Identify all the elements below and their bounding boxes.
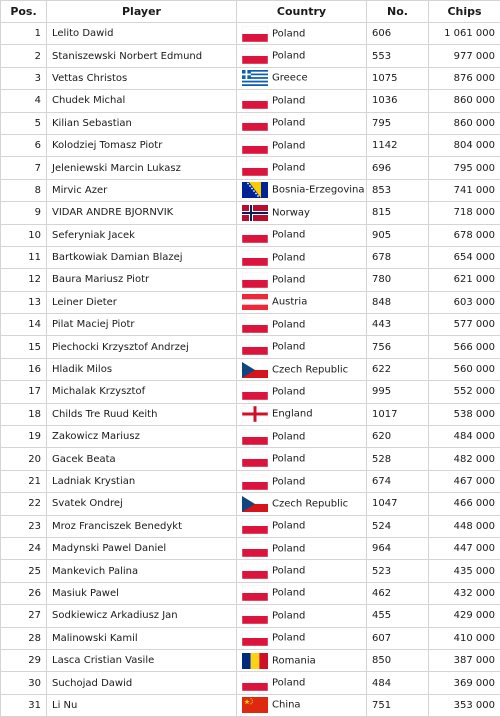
table-row xyxy=(1,224,500,246)
player-name-cell: Gacek Beata xyxy=(47,448,237,470)
country-cell xyxy=(237,45,367,67)
country-name: Poland xyxy=(272,252,305,263)
poland-flag-icon xyxy=(242,339,268,355)
player-name-cell: Kilian Sebastian xyxy=(47,112,237,134)
table-row xyxy=(1,448,500,470)
table-row xyxy=(1,537,500,559)
czech-flag-icon xyxy=(242,362,268,378)
chips-cell: 538 000 xyxy=(429,403,500,425)
country-name: Poland xyxy=(272,543,305,554)
table-body xyxy=(1,23,500,717)
country-name: Romania xyxy=(272,655,316,666)
country-cell xyxy=(237,314,367,336)
country-name: Poland xyxy=(272,140,305,151)
country-name: Czech Republic xyxy=(272,364,348,375)
player-name-cell: Kolodziej Tomasz Piotr xyxy=(47,134,237,156)
chips-cell: 678 000 xyxy=(429,224,500,246)
chips-cell: 621 000 xyxy=(429,269,500,291)
chips-cell: 353 000 xyxy=(429,694,500,716)
position-cell: 7 xyxy=(1,157,47,179)
position-cell: 3 xyxy=(1,67,47,89)
position-cell: 31 xyxy=(1,694,47,716)
country-cell xyxy=(237,515,367,537)
player-name-cell: Childs Tre Ruud Keith xyxy=(47,403,237,425)
player-name-cell: Masiuk Pawel xyxy=(47,582,237,604)
position-cell: 16 xyxy=(1,358,47,380)
poland-flag-icon xyxy=(242,160,268,176)
poland-flag-icon xyxy=(242,675,268,691)
player-name-cell: Baura Mariusz Piotr xyxy=(47,269,237,291)
country-cell xyxy=(237,202,367,224)
table-row xyxy=(1,246,500,268)
country-name: Poland xyxy=(272,230,305,241)
player-number-cell: 622 xyxy=(367,358,429,380)
country-name: China xyxy=(272,700,301,711)
position-cell: 8 xyxy=(1,179,47,201)
poland-flag-icon xyxy=(242,272,268,288)
player-name-cell: Mankevich Palina xyxy=(47,560,237,582)
table-row xyxy=(1,426,500,448)
chips-cell: 977 000 xyxy=(429,45,500,67)
player-number-cell: 620 xyxy=(367,426,429,448)
poland-flag-icon xyxy=(242,630,268,646)
table-row xyxy=(1,358,500,380)
position-cell: 5 xyxy=(1,112,47,134)
country-name: Poland xyxy=(272,319,305,330)
player-name-cell: Mirvic Azer xyxy=(47,179,237,201)
position-cell: 17 xyxy=(1,381,47,403)
player-number-cell: 455 xyxy=(367,605,429,627)
player-name-cell: Chudek Michal xyxy=(47,90,237,112)
player-name-cell: Bartkowiak Damian Blazej xyxy=(47,246,237,268)
player-number-cell: 795 xyxy=(367,112,429,134)
chips-cell: 566 000 xyxy=(429,336,500,358)
country-name: Poland xyxy=(272,51,305,62)
position-cell: 19 xyxy=(1,426,47,448)
table-row xyxy=(1,202,500,224)
position-cell: 2 xyxy=(1,45,47,67)
country-cell xyxy=(237,179,367,201)
country-cell xyxy=(237,605,367,627)
chips-cell: 467 000 xyxy=(429,470,500,492)
table-row xyxy=(1,470,500,492)
table-row xyxy=(1,157,500,179)
country-cell xyxy=(237,246,367,268)
header-player: Player xyxy=(47,1,237,23)
country-name: England xyxy=(272,409,313,420)
china-flag-icon xyxy=(242,697,268,713)
poland-flag-icon xyxy=(242,384,268,400)
table-row xyxy=(1,694,500,716)
position-cell: 15 xyxy=(1,336,47,358)
table-row xyxy=(1,493,500,515)
position-cell: 6 xyxy=(1,134,47,156)
player-number-cell: 815 xyxy=(367,202,429,224)
player-number-cell: 848 xyxy=(367,291,429,313)
country-name: Poland xyxy=(272,163,305,174)
chips-cell: 804 000 xyxy=(429,134,500,156)
country-name: Poland xyxy=(272,431,305,442)
country-name: Poland xyxy=(272,342,305,353)
country-name: Poland xyxy=(272,678,305,689)
header-chips: Chips xyxy=(429,1,500,23)
country-cell xyxy=(237,67,367,89)
country-cell xyxy=(237,448,367,470)
player-name-cell: Leiner Dieter xyxy=(47,291,237,313)
player-name-cell: Sodkiewicz Arkadiusz Jan xyxy=(47,605,237,627)
player-number-cell: 751 xyxy=(367,694,429,716)
country-name: Poland xyxy=(272,95,305,106)
table-row xyxy=(1,67,500,89)
country-name: Poland xyxy=(272,521,305,532)
chips-cell: 1 061 000 xyxy=(429,23,500,45)
chips-cell: 860 000 xyxy=(429,90,500,112)
table-row xyxy=(1,134,500,156)
poland-flag-icon xyxy=(242,518,268,534)
country-name: Poland xyxy=(272,610,305,621)
table-row xyxy=(1,649,500,671)
chips-cell: 448 000 xyxy=(429,515,500,537)
poland-flag-icon xyxy=(242,474,268,490)
chips-cell: 552 000 xyxy=(429,381,500,403)
poland-flag-icon xyxy=(242,93,268,109)
country-cell xyxy=(237,336,367,358)
player-number-cell: 523 xyxy=(367,560,429,582)
chips-cell: 484 000 xyxy=(429,426,500,448)
player-number-cell: 1075 xyxy=(367,67,429,89)
country-name: Poland xyxy=(272,566,305,577)
position-cell: 18 xyxy=(1,403,47,425)
player-name-cell: Lasca Cristian Vasile xyxy=(47,649,237,671)
player-number-cell: 905 xyxy=(367,224,429,246)
position-cell: 4 xyxy=(1,90,47,112)
country-cell xyxy=(237,403,367,425)
table-row xyxy=(1,515,500,537)
chips-cell: 718 000 xyxy=(429,202,500,224)
austria-flag-icon xyxy=(242,294,268,310)
table-row xyxy=(1,112,500,134)
table-row xyxy=(1,23,500,45)
player-name-cell: Piechocki Krzysztof Andrzej xyxy=(47,336,237,358)
player-name-cell: Pilat Maciej Piotr xyxy=(47,314,237,336)
player-name-cell: Seferyniak Jacek xyxy=(47,224,237,246)
country-cell xyxy=(237,381,367,403)
player-number-cell: 696 xyxy=(367,157,429,179)
country-name: Poland xyxy=(272,274,305,285)
position-cell: 20 xyxy=(1,448,47,470)
player-name-cell: Zakowicz Mariusz xyxy=(47,426,237,448)
player-number-cell: 674 xyxy=(367,470,429,492)
table-row xyxy=(1,291,500,313)
player-name-cell: Suchojad Dawid xyxy=(47,672,237,694)
player-number-cell: 853 xyxy=(367,179,429,201)
position-cell: 9 xyxy=(1,202,47,224)
country-cell xyxy=(237,560,367,582)
player-number-cell: 1047 xyxy=(367,493,429,515)
chips-cell: 560 000 xyxy=(429,358,500,380)
country-cell xyxy=(237,470,367,492)
position-cell: 23 xyxy=(1,515,47,537)
position-cell: 24 xyxy=(1,537,47,559)
country-name: Bosnia-Erzegovina xyxy=(272,185,365,196)
poland-flag-icon xyxy=(242,429,268,445)
player-name-cell: Mroz Franciszek Benedykt xyxy=(47,515,237,537)
country-name: Poland xyxy=(272,118,305,129)
position-cell: 26 xyxy=(1,582,47,604)
player-number-cell: 553 xyxy=(367,45,429,67)
country-name: Czech Republic xyxy=(272,498,348,509)
country-name: Poland xyxy=(272,454,305,465)
country-name: Greece xyxy=(272,73,308,84)
chips-cell: 410 000 xyxy=(429,627,500,649)
country-name: Poland xyxy=(272,588,305,599)
table-row xyxy=(1,672,500,694)
england-flag-icon xyxy=(242,406,268,422)
player-name-cell: Vettas Christos xyxy=(47,67,237,89)
romania-flag-icon xyxy=(242,653,268,669)
player-number-cell: 1017 xyxy=(367,403,429,425)
country-cell xyxy=(237,112,367,134)
player-name-cell: Svatek Ondrej xyxy=(47,493,237,515)
poland-flag-icon xyxy=(242,585,268,601)
country-cell xyxy=(237,291,367,313)
position-cell: 11 xyxy=(1,246,47,268)
chips-cell: 577 000 xyxy=(429,314,500,336)
header-row xyxy=(1,1,500,23)
player-number-cell: 1142 xyxy=(367,134,429,156)
chips-cell: 429 000 xyxy=(429,605,500,627)
country-name: Austria xyxy=(272,297,307,308)
chips-cell: 435 000 xyxy=(429,560,500,582)
poland-flag-icon xyxy=(242,26,268,42)
player-name-cell: VIDAR ANDRE BJORNVIK xyxy=(47,202,237,224)
poland-flag-icon xyxy=(242,138,268,154)
player-number-cell: 756 xyxy=(367,336,429,358)
position-cell: 13 xyxy=(1,291,47,313)
country-cell xyxy=(237,493,367,515)
player-number-cell: 678 xyxy=(367,246,429,268)
player-number-cell: 443 xyxy=(367,314,429,336)
position-cell: 22 xyxy=(1,493,47,515)
chips-cell: 432 000 xyxy=(429,582,500,604)
player-number-cell: 607 xyxy=(367,627,429,649)
country-name: Poland xyxy=(272,476,305,487)
player-name-cell: Li Nu xyxy=(47,694,237,716)
poland-flag-icon xyxy=(242,250,268,266)
chips-cell: 466 000 xyxy=(429,493,500,515)
country-name: Poland xyxy=(272,633,305,644)
player-number-cell: 528 xyxy=(367,448,429,470)
table-row xyxy=(1,582,500,604)
chips-cell: 369 000 xyxy=(429,672,500,694)
table-row xyxy=(1,45,500,67)
header-no: No. xyxy=(367,1,429,23)
player-name-cell: Madynski Pawel Daniel xyxy=(47,537,237,559)
player-number-cell: 995 xyxy=(367,381,429,403)
table-row xyxy=(1,90,500,112)
poland-flag-icon xyxy=(242,317,268,333)
position-cell: 29 xyxy=(1,649,47,671)
player-number-cell: 484 xyxy=(367,672,429,694)
position-cell: 30 xyxy=(1,672,47,694)
bosnia-flag-icon xyxy=(242,182,268,198)
table-row xyxy=(1,605,500,627)
czech-flag-icon xyxy=(242,496,268,512)
position-cell: 12 xyxy=(1,269,47,291)
norway-flag-icon xyxy=(242,205,268,221)
poland-flag-icon xyxy=(242,541,268,557)
player-name-cell: Hladik Milos xyxy=(47,358,237,380)
chips-cell: 795 000 xyxy=(429,157,500,179)
position-cell: 25 xyxy=(1,560,47,582)
country-cell xyxy=(237,90,367,112)
country-cell xyxy=(237,23,367,45)
player-number-cell: 850 xyxy=(367,649,429,671)
chips-cell: 654 000 xyxy=(429,246,500,268)
poland-flag-icon xyxy=(242,48,268,64)
country-cell xyxy=(237,649,367,671)
chips-cell: 860 000 xyxy=(429,112,500,134)
table-row xyxy=(1,560,500,582)
poland-flag-icon xyxy=(242,451,268,467)
country-cell xyxy=(237,358,367,380)
table-row xyxy=(1,269,500,291)
poland-flag-icon xyxy=(242,227,268,243)
position-cell: 21 xyxy=(1,470,47,492)
header-pos: Pos. xyxy=(1,1,47,23)
header-country: Country xyxy=(237,1,367,23)
country-cell xyxy=(237,582,367,604)
country-cell xyxy=(237,537,367,559)
country-cell xyxy=(237,694,367,716)
player-number-cell: 524 xyxy=(367,515,429,537)
chips-cell: 603 000 xyxy=(429,291,500,313)
player-name-cell: Ladniak Krystian xyxy=(47,470,237,492)
chips-cell: 482 000 xyxy=(429,448,500,470)
country-name: Poland xyxy=(272,386,305,397)
poland-flag-icon xyxy=(242,115,268,131)
player-name-cell: Staniszewski Norbert Edmund xyxy=(47,45,237,67)
table-row xyxy=(1,336,500,358)
player-name-cell: Jeleniewski Marcin Lukasz xyxy=(47,157,237,179)
country-cell xyxy=(237,157,367,179)
chips-cell: 447 000 xyxy=(429,537,500,559)
player-name-cell: Michalak Krzysztof xyxy=(47,381,237,403)
country-cell xyxy=(237,224,367,246)
country-cell xyxy=(237,134,367,156)
player-number-cell: 606 xyxy=(367,23,429,45)
chips-cell: 741 000 xyxy=(429,179,500,201)
player-name-cell: Malinowski Kamil xyxy=(47,627,237,649)
table-row xyxy=(1,403,500,425)
table-row xyxy=(1,314,500,336)
position-cell: 27 xyxy=(1,605,47,627)
player-number-cell: 780 xyxy=(367,269,429,291)
poland-flag-icon xyxy=(242,608,268,624)
player-name-cell: Lelito Dawid xyxy=(47,23,237,45)
country-cell xyxy=(237,269,367,291)
chips-cell: 387 000 xyxy=(429,649,500,671)
player-number-cell: 1036 xyxy=(367,90,429,112)
player-number-cell: 462 xyxy=(367,582,429,604)
country-cell xyxy=(237,627,367,649)
position-cell: 28 xyxy=(1,627,47,649)
position-cell: 10 xyxy=(1,224,47,246)
table-row xyxy=(1,179,500,201)
country-name: Norway xyxy=(272,207,310,218)
chips-cell: 876 000 xyxy=(429,67,500,89)
poland-flag-icon xyxy=(242,563,268,579)
table-row xyxy=(1,381,500,403)
country-name: Poland xyxy=(272,28,305,39)
country-cell xyxy=(237,672,367,694)
table-row xyxy=(1,627,500,649)
position-cell: 1 xyxy=(1,23,47,45)
position-cell: 14 xyxy=(1,314,47,336)
country-cell xyxy=(237,426,367,448)
greece-flag-icon xyxy=(242,70,268,86)
player-number-cell: 964 xyxy=(367,537,429,559)
